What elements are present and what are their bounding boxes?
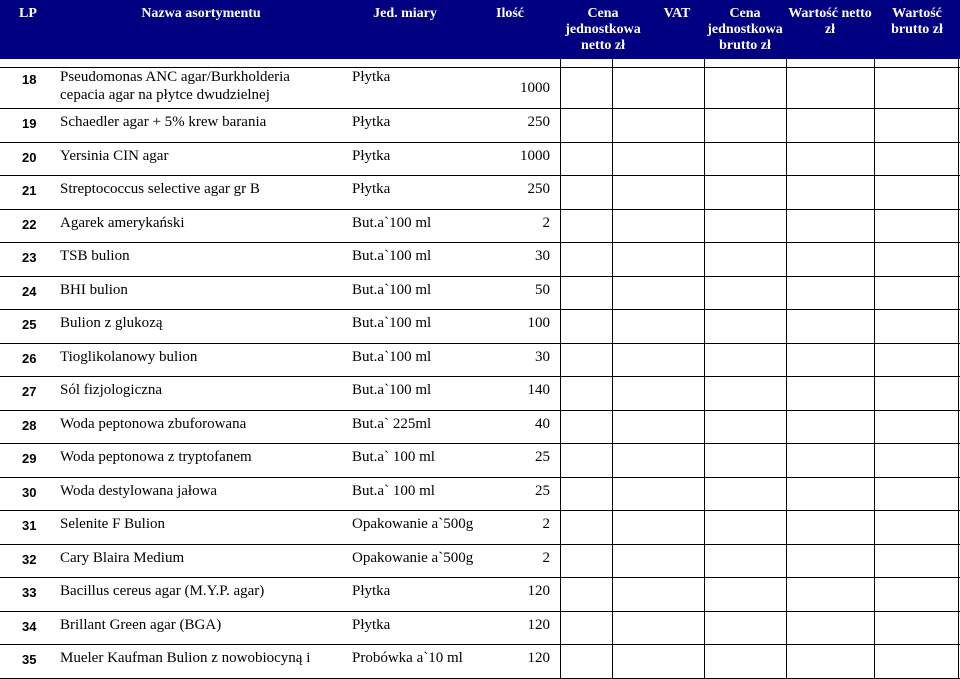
row-unit: Płytka (352, 69, 391, 85)
header-net-value: Wartość netto zł (788, 6, 872, 37)
row-name: Woda peptonowa z tryptofanem (60, 449, 252, 465)
row-qty: 120 (527, 650, 550, 666)
row-lp: 28 (22, 418, 37, 433)
row-name: Pseudomonas ANC agar/Burkholderia (60, 69, 290, 85)
grid-vertical-line (958, 59, 959, 679)
row-lp: 25 (22, 317, 37, 332)
row-name: Mueler Kaufman Bulion z nowobiocyną i (60, 650, 311, 666)
row-lp: 30 (22, 485, 37, 500)
row-name: BHI bulion (60, 282, 128, 298)
row-lp: 23 (22, 250, 37, 265)
row-lp: 18 (22, 72, 37, 87)
header-unit: Jed. miary (373, 6, 437, 21)
row-unit: But.a`100 ml (352, 282, 432, 298)
grid-vertical-line (704, 59, 705, 679)
grid-vertical-line (612, 59, 613, 679)
row-unit: But.a`100 ml (352, 349, 432, 365)
row-qty: 2 (542, 516, 550, 532)
row-lp: 32 (22, 552, 37, 567)
row-unit: Płytka (352, 181, 391, 197)
grid-horizontal-line (0, 644, 960, 645)
grid-horizontal-line (0, 410, 960, 411)
row-lp: 29 (22, 451, 37, 466)
row-unit: Płytka (352, 148, 391, 164)
header-gross-value: Wartość brutto zł (891, 6, 943, 37)
row-qty: 1000 (520, 80, 550, 96)
grid-horizontal-line (0, 142, 960, 143)
grid-horizontal-line (0, 67, 960, 68)
row-qty: 2 (542, 215, 550, 231)
row-unit: Opakowanie a`500g (352, 516, 474, 532)
row-name: Agarek amerykański (60, 215, 185, 231)
row-unit: Płytka (352, 114, 391, 130)
header-lp: LP (19, 6, 37, 21)
row-qty: 50 (535, 282, 550, 298)
grid-horizontal-line (0, 242, 960, 243)
grid-vertical-line (874, 59, 875, 679)
grid-vertical-line (560, 59, 561, 679)
row-qty: 2 (542, 550, 550, 566)
row-unit: Probówka a`10 ml (352, 650, 463, 666)
row-lp: 34 (22, 619, 37, 634)
row-name: Streptococcus selective agar gr B (60, 181, 260, 197)
table-header (0, 0, 960, 59)
row-unit: But.a`100 ml (352, 248, 432, 264)
row-qty: 25 (535, 449, 550, 465)
row-name: Woda destylowana jałowa (60, 483, 218, 499)
grid-horizontal-line (0, 276, 960, 277)
header-gross-price: Cena jednostkowa brutto zł (707, 6, 783, 53)
row-name: Schaedler agar + 5% krew barania (60, 114, 267, 130)
row-name: Sól fizjologiczna (60, 382, 163, 398)
grid-horizontal-line (0, 343, 960, 344)
row-lp: 26 (22, 351, 37, 366)
row-unit: But.a`100 ml (352, 382, 432, 398)
row-qty: 250 (527, 181, 550, 197)
row-unit: But.a` 100 ml (352, 449, 435, 465)
row-lp: 19 (22, 116, 37, 131)
grid-horizontal-line (0, 611, 960, 612)
row-qty: 30 (535, 349, 550, 365)
row-lp: 31 (22, 518, 37, 533)
header-vat: VAT (663, 6, 691, 21)
grid-horizontal-line (0, 209, 960, 210)
row-qty: 100 (527, 315, 550, 331)
grid-horizontal-line (0, 544, 960, 545)
row-qty: 140 (527, 382, 550, 398)
row-unit: But.a`100 ml (352, 215, 432, 231)
grid-horizontal-line (0, 477, 960, 478)
row-qty: 25 (535, 483, 550, 499)
row-lp: 24 (22, 284, 37, 299)
row-name: Tioglikolanowy bulion (60, 349, 198, 365)
row-lp: 22 (22, 217, 37, 232)
grid-horizontal-line (0, 510, 960, 511)
row-qty: 30 (535, 248, 550, 264)
row-lp: 35 (22, 652, 37, 667)
row-name-line2: cepacia agar na płytce dwudzielnej (60, 87, 270, 103)
grid-horizontal-line (0, 309, 960, 310)
row-name: Brillant Green agar (BGA) (60, 617, 222, 633)
grid-horizontal-line (0, 175, 960, 176)
row-qty: 120 (527, 617, 550, 633)
grid-horizontal-line (0, 376, 960, 377)
row-unit: But.a`100 ml (352, 315, 432, 331)
row-unit: Płytka (352, 583, 391, 599)
row-name: Cary Blaira Medium (60, 550, 185, 566)
row-lp: 27 (22, 384, 37, 399)
row-qty: 120 (527, 583, 550, 599)
grid-horizontal-line (0, 443, 960, 444)
header-name: Nazwa asortymentu (141, 6, 261, 21)
grid-vertical-line (786, 59, 787, 679)
row-lp: 20 (22, 150, 37, 165)
grid-horizontal-line (0, 108, 960, 109)
row-qty: 250 (527, 114, 550, 130)
row-qty: 40 (535, 416, 550, 432)
row-unit: Opakowanie a`500g (352, 550, 474, 566)
row-name: Selenite F Bulion (60, 516, 165, 532)
header-qty: Ilość (496, 6, 524, 21)
row-unit: Płytka (352, 617, 391, 633)
row-lp: 33 (22, 585, 37, 600)
row-unit: But.a` 100 ml (352, 483, 435, 499)
row-name: Yersinia CIN agar (60, 148, 169, 164)
row-unit: But.a` 225ml (352, 416, 432, 432)
row-qty: 1000 (520, 148, 550, 164)
row-name: Bacillus cereus agar (M.Y.P. agar) (60, 583, 265, 599)
header-net-price: Cena jednostkowa netto zł (565, 6, 641, 53)
row-lp: 21 (22, 183, 37, 198)
row-name: TSB bulion (60, 248, 130, 264)
row-name: Woda peptonowa zbuforowana (60, 416, 247, 432)
row-name: Bulion z glukozą (60, 315, 163, 331)
grid-horizontal-line (0, 577, 960, 578)
